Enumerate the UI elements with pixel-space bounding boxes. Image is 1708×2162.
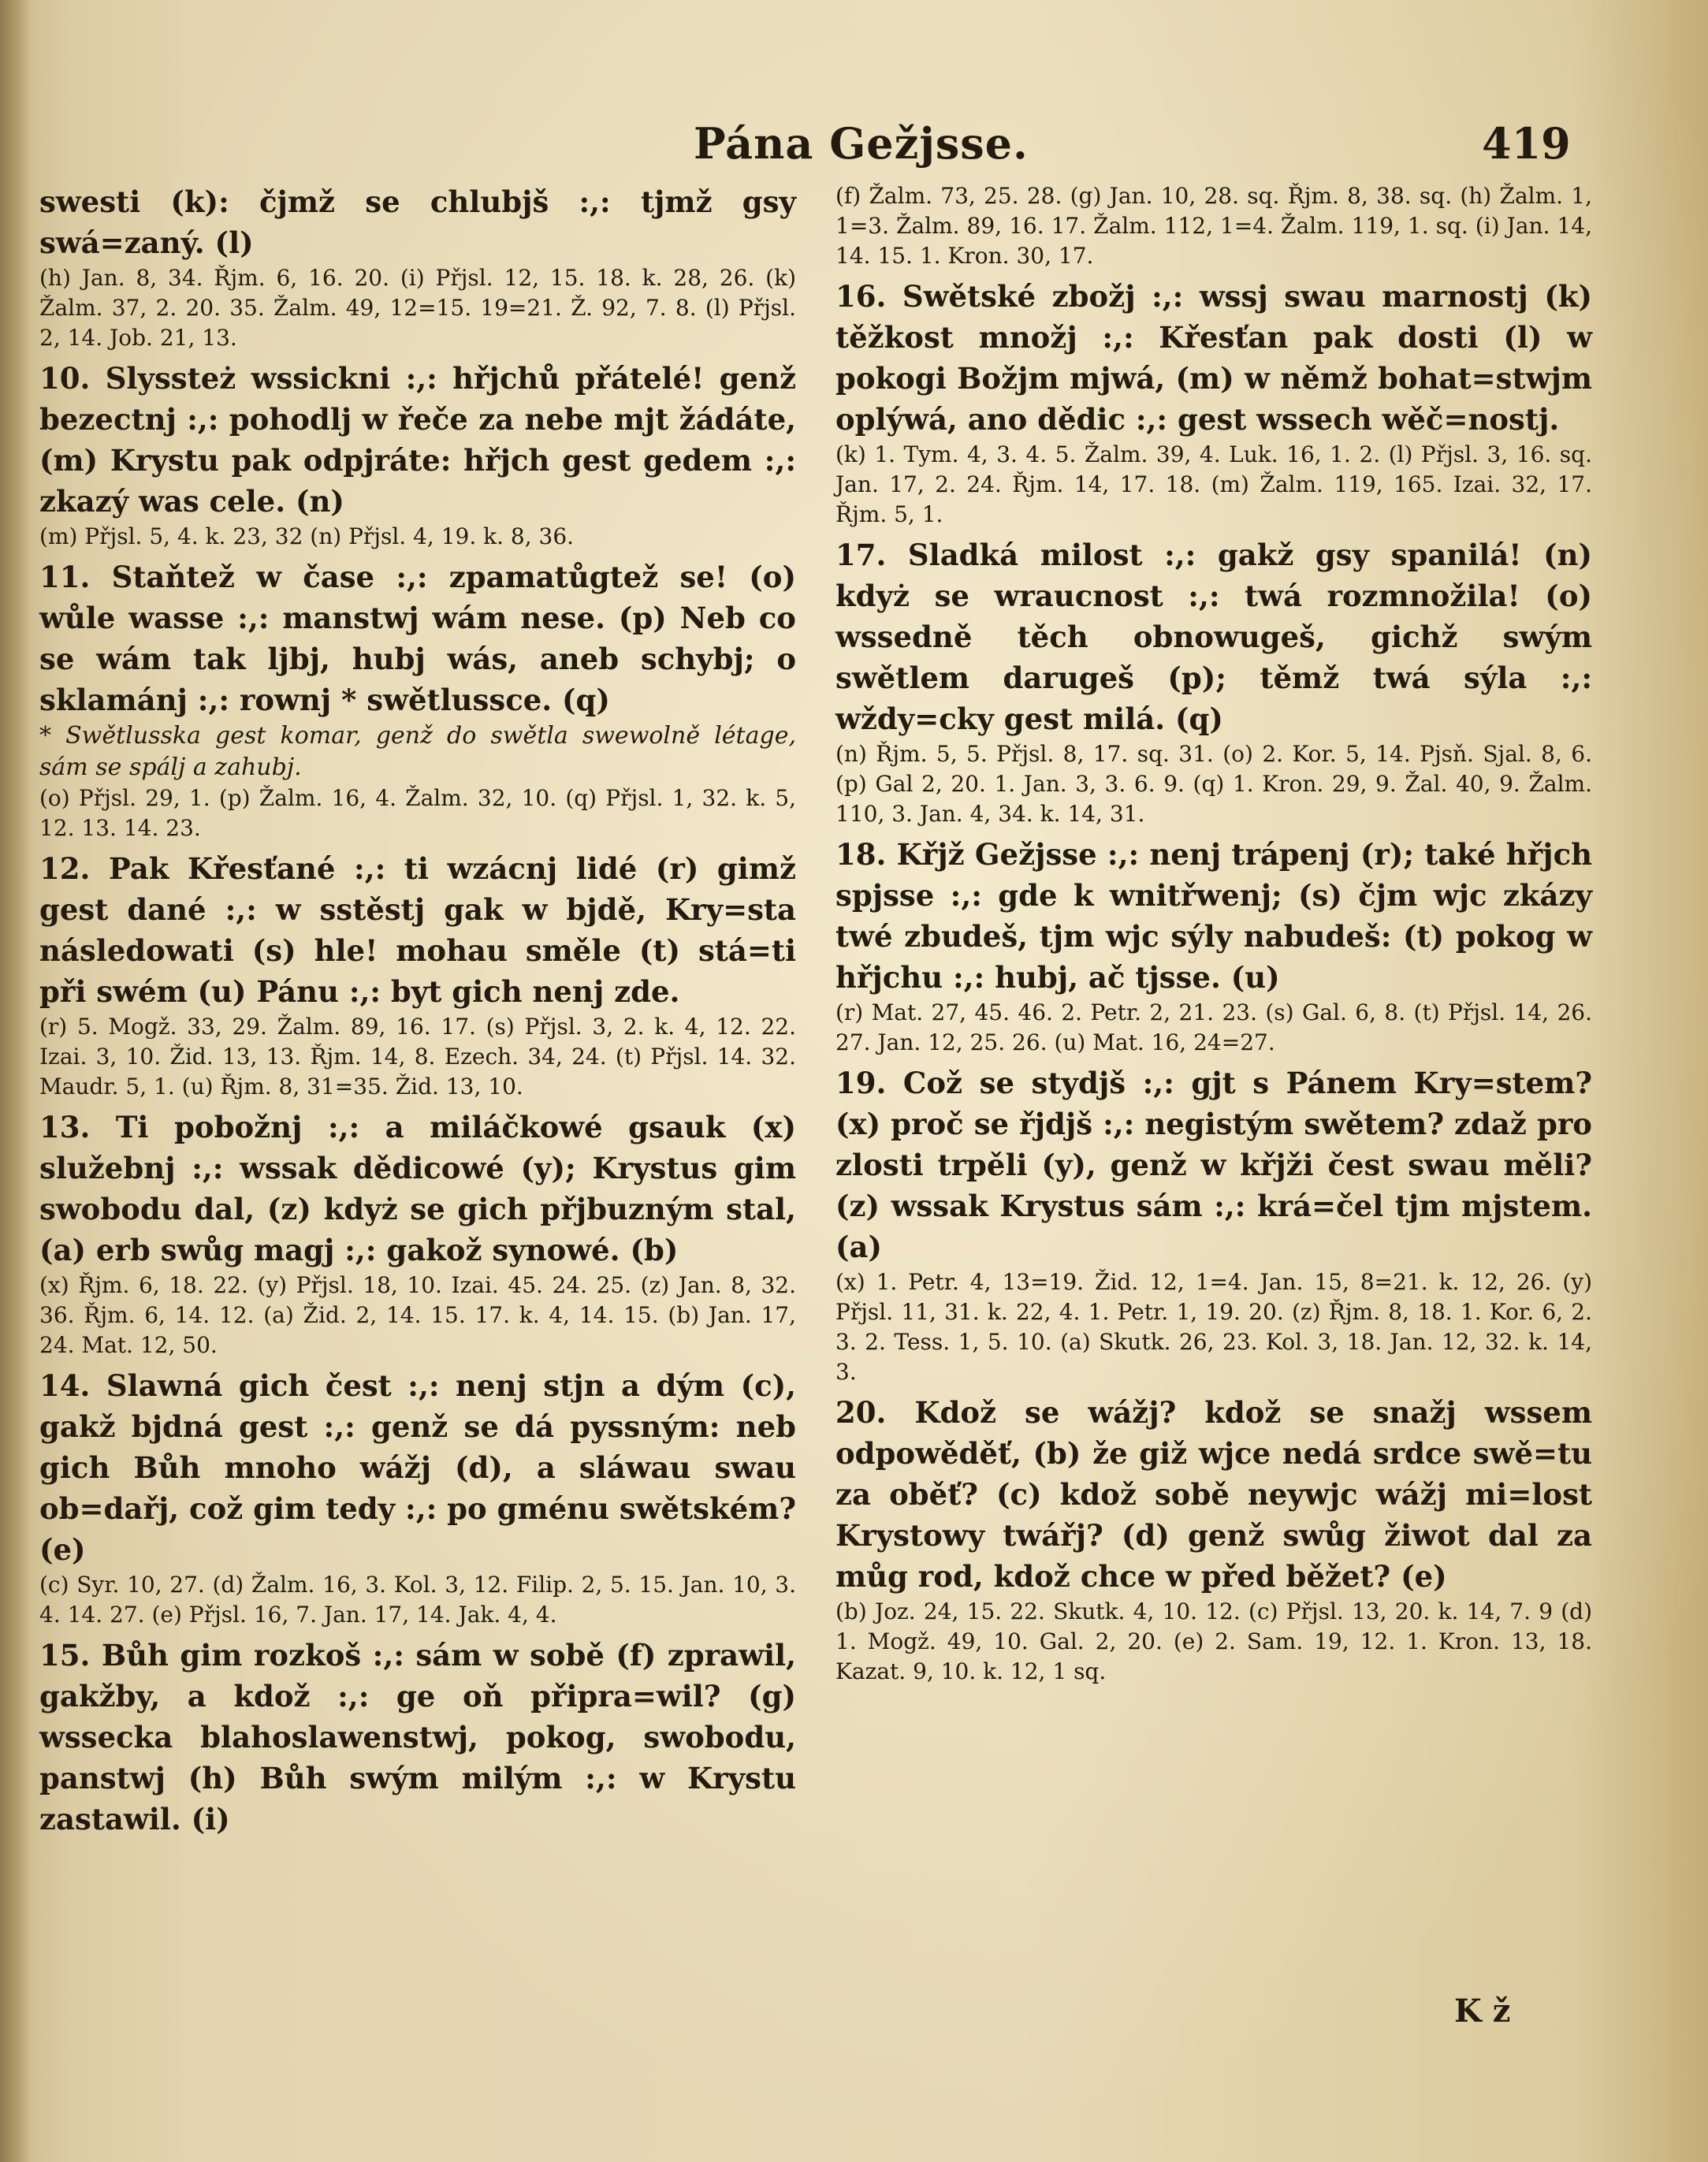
running-title: Pána Gežjsse. (694, 118, 1029, 169)
page-header (0, 118, 1708, 173)
scripture-references: (m) Přjsl. 5, 4. k. 23, 32 (n) Přjsl. 4, 19. k. 8, 36. (39, 523, 575, 549)
hymn-verse: swesti (k): čjmž se chlubjš :,: tjmž gsy swá=zaný. (l) (39, 184, 796, 260)
hymn-verse: 19. Což se stydjš :,: gjt s Pánem Kry=stem? (x) proč se řjdjš :,: negistým swětem? zdaž pro zlosti trpěli (y), genž w křjži čest swau měli? (z) wssak Krystus sám :,: krá=čel tjm mjstem. (a) (835, 1066, 1592, 1264)
scripture-references: (o) Přjsl. 29, 1. (p) Žalm. 16, 4. Žalm. 32, 10. (q) Přjsl. 1, 32. k. 5, 12. 13. 14. 23. (39, 785, 796, 841)
page-number: 419 (1482, 118, 1571, 169)
footnote: * Swětlusska gest komar, genž do swětla swewolně létage, sám se spálj a zahubj. (39, 722, 796, 781)
scripture-references: (c) Syr. 10, 27. (d) Žalm. 16, 3. Kol. 3, 12. Filip. 2, 5. 15. Jan. 10, 3. 4. 14. 27. (e) Přjsl. 16, 7. Jan. 17, 14. Jak. 4, 4. (39, 1572, 796, 1628)
scripture-references: (h) Jan. 8, 34. Řjm. 6, 16. 20. (i) Přjsl. 12, 15. 18. k. 28, 26. (k) Žalm. 37, 2. 20. 35. Žalm. 49, 12=15. 19=21. Ž. 92, 7. 8. (l) Přjsl. 2, 14. Job. 21, 13. (39, 265, 796, 351)
left-text-column (39, 181, 796, 1840)
scripture-references: (x) 1. Petr. 4, 13=19. Žid. 12, 1=4. Jan. 15, 8=21. k. 12, 26. (y) Přjsl. 11, 31. k. 22, 4. 1. Petr. 1, 19. 20. (z) Řjm. 8, 18. 1. Kor. 6, 2. 3. 2. Tess. 1, 5. 10. (a) Skutk. 26, 23. Kol. 3, 18. Jan. 12, 32. k. 14, 3. (835, 1269, 1592, 1385)
catchword: K ž (1454, 1993, 1511, 2030)
scripture-references: (n) Řjm. 5, 5. Přjsl. 8, 17. sq. 31. (o) 2. Kor. 5, 14. Pjsň. Sjal. 8, 6. (p) Gal 2, 20. 1. Jan. 3, 3. 6. 9. (q) 1. Kron. 29, 9. Žal. 40, 9. Žalm. 110, 3. Jan. 4, 34. k. 14, 31. (835, 741, 1592, 827)
hymn-verse: 14. Slawná gich čest :,: nenj stjn a dým (c), gakž bjdná gest :,: genž se dá pyssným: neb gich Bůh mnoho wážj (d), a sláwau swau ob=dařj, což gim tedy :,: po gménu swětském? (e) (39, 1368, 796, 1567)
hymn-verse: 10. Slyssteż wssickni :,: hřjchů přátelé! genž bezectnj :,: pohodlj w řeče za nebe mjt žádáte, (m) Krystu pak odpjráte: hřjch gest gedem :,: zkazý was cele. (n) (39, 361, 796, 519)
scripture-references: (r) Mat. 27, 45. 46. 2. Petr. 2, 21. 23. (s) Gal. 6, 8. (t) Přjsl. 14, 26. 27. Jan. 12, 25. 26. (u) Mat. 16, 24=27. (835, 999, 1592, 1055)
hymn-verse: 16. Swětské zbožj :,: wssj swau marnostj (k) těžkost množj :,: Křesťan pak dosti (l) w pokogi Božjm mjwá, (m) w němž bohat=stwjm oplýwá, ano dědic :,: gest wssech wěč=nostj. (835, 279, 1592, 437)
scripture-references: (k) 1. Tym. 4, 3. 4. 5. Žalm. 39, 4. Luk. 16, 1. 2. (l) Přjsl. 3, 16. sq. Jan. 17, 2. 24. Řjm. 14, 17. 18. (m) Žalm. 119, 165. Izai. 32, 17. Řjm. 5, 1. (835, 441, 1592, 527)
scripture-references: (f) Žalm. 73, 25. 28. (g) Jan. 10, 28. sq. Řjm. 8, 38. sq. (h) Žalm. 1, 1=3. Žalm. 89, 16. 17. Žalm. 112, 1=4. Žalm. 119, 1. sq. (i) Jan. 14, 14. 15. 1. Kron. 30, 17. (835, 183, 1592, 269)
right-text-column (835, 181, 1592, 1691)
hymn-verse: 13. Ti pobožnj :,: a miláčkowé gsauk (x) služebnj :,: wssak dědicowé (y); Krystus gim swobodu dal, (z) kdyż se gich přjbuzným stal, (a) erb swůg magj :,: gakož synowé. (b) (39, 1110, 796, 1267)
hymn-verse: 15. Bůh gim rozkoš :,: sám w sobě (f) zprawil, gakžby, a kdož :,: ge oň připra=wil? (g) wssecka blahoslawenstwj, pokog, swobodu, panstwj (h) Bůh swým milým :,: w Krystu zastawil. (i) (39, 1638, 796, 1836)
hymn-verse: 12. Pak Křesťané :,: ti wzácnj lidé (r) gimž gest dané :,: w sstěstj gak w bjdě, Kry=sta následowati (s) hle! mohau směle (t) stá=ti při swém (u) Pánu :,: byt gich nenj zde. (39, 851, 796, 1009)
hymn-verse: 17. Sladká milost :,: gakž gsy spanilá! (n) kdyż se wraucnost :,: twá rozmnožila! (o) wssedně těch obnowugeš, gichž swým swětlem darugeš (p); těmž twá sýla :,: wždy=cky gest milá. (q) (835, 538, 1592, 736)
scripture-references: (r) 5. Mogž. 33, 29. Žalm. 89, 16. 17. (s) Přjsl. 3, 2. k. 4, 12. 22. Izai. 3, 10. Žid. 13, 13. Řjm. 14, 8. Ezech. 34, 24. (t) Přjsl. 14. 32. Maudr. 5, 1. (u) Řjm. 8, 31=35. Žid. 13, 10. (39, 1014, 796, 1100)
page-gutter-shadow (0, 0, 32, 2162)
hymn-verse: 20. Kdož se wážj? kdož se snažj wssem odpowěděť, (b) že giž wjce nedá srdce swě=tu za oběť? (c) kdož sobě neywjc wážj mi=lost Krystowy twářj? (d) genž swůg žiwot dal za můg rod, kdož chce w před běžet? (e) (835, 1395, 1592, 1594)
scripture-references: (x) Řjm. 6, 18. 22. (y) Přjsl. 18, 10. Izai. 45. 24. 25. (z) Jan. 8, 32. 36. Řjm. 6, 14. 12. (a) Žid. 2, 14. 15. 17. k. 4, 14. 15. (b) Jan. 17, 24. Mat. 12, 50. (39, 1272, 796, 1358)
hymn-verse: 11. Staňtež w čase :,: zpamatůgtež se! (o) wůle wasse :,: manstwj wám nese. (p) Neb co se wám tak ljbj, hubj wás, aneb schybj; o sklamánj :,: rownj * swětlussce. (q) (39, 560, 796, 717)
hymn-verse: 18. Křjž Gežjsse :,: nenj trápenj (r); také hřjch spjsse :,: gde k wnitřwenj; (s) čjm wjc zkázy twé zbudeš, tjm wjc sýly nabudeš: (t) pokog w hřjchu :,: hubj, ač tjsse. (u) (835, 837, 1592, 995)
scripture-references: (b) Joz. 24, 15. 22. Skutk. 4, 10. 12. (c) Přjsl. 13, 20. k. 14, 7. 9 (d) 1. Mogž. 49, 10. Gal. 2, 20. (e) 2. Sam. 19, 12. 1. Kron. 13, 18. Kazat. 9, 10. k. 12, 1 sq. (835, 1598, 1592, 1684)
